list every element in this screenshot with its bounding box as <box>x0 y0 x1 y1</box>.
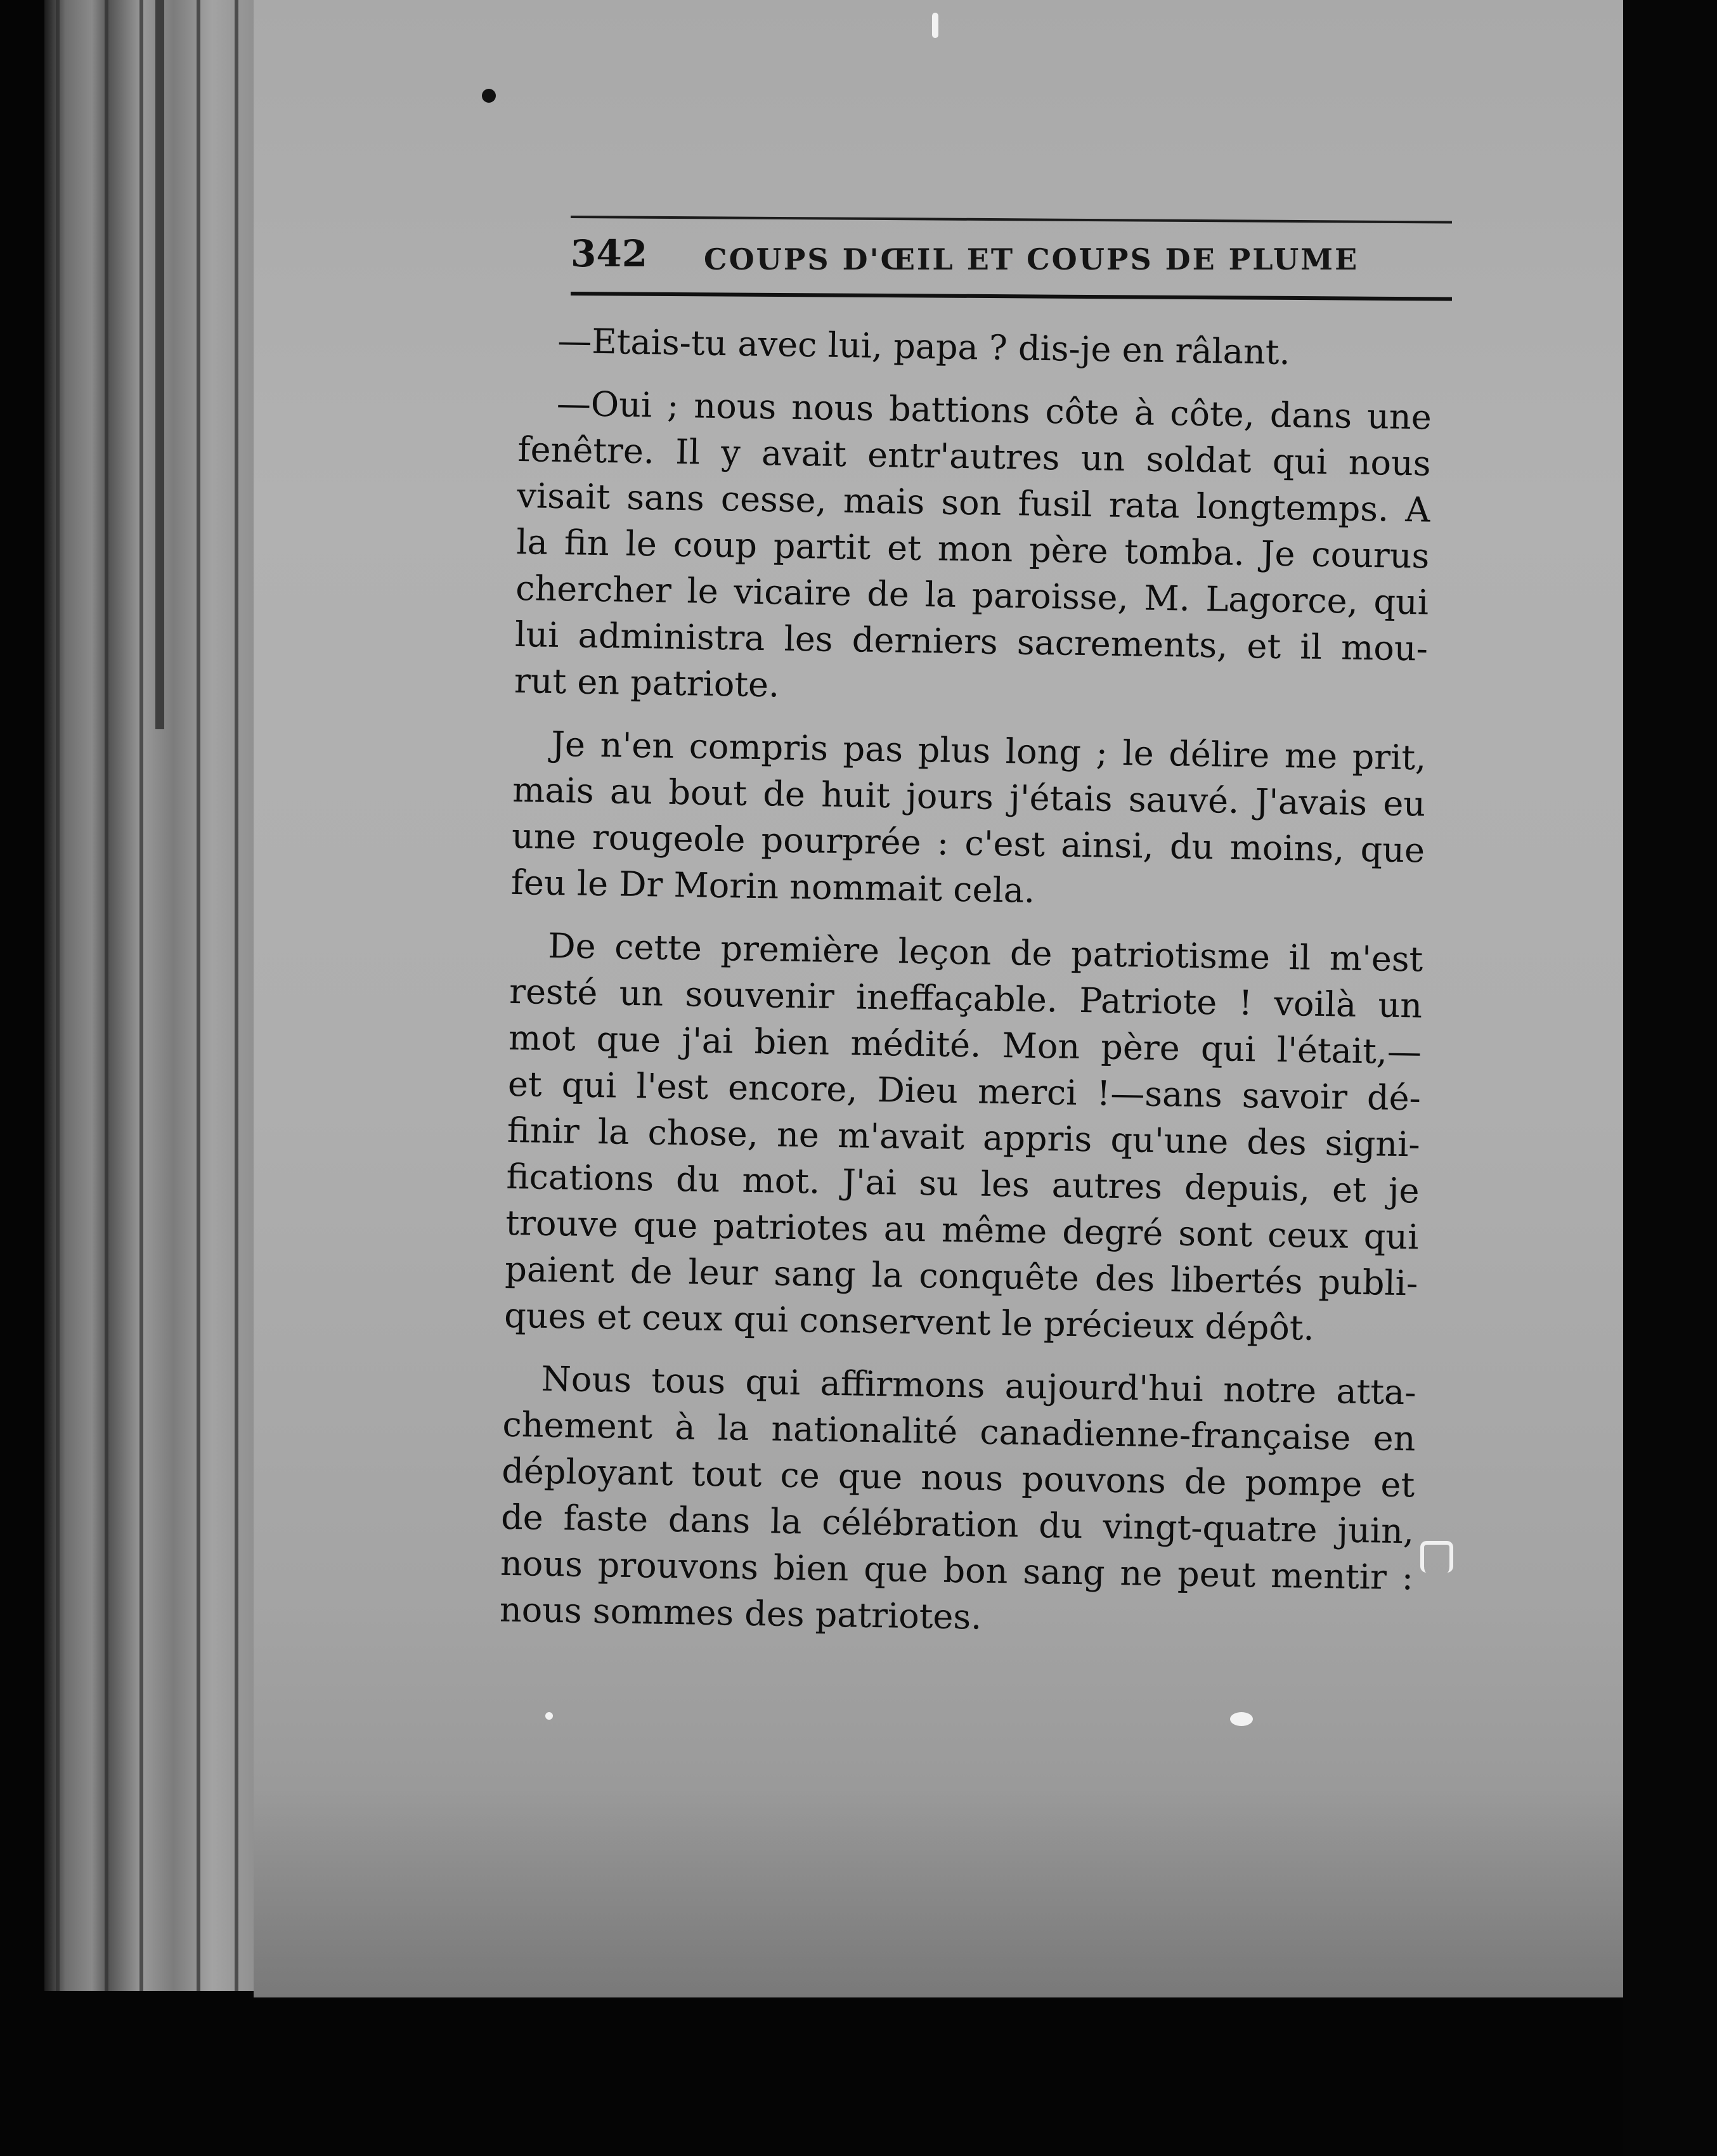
edge-line <box>235 0 238 1991</box>
text-line: visait sans cesse, mais son fusil rata longtemps. A <box>517 475 1430 530</box>
page-header <box>571 216 1452 298</box>
text-line: Nous tous qui affirmons aujourd'hui notre atta- <box>541 1358 1417 1413</box>
text-line: De cette première leçon de patriotisme il m'est <box>547 925 1423 980</box>
body-text <box>499 317 1433 1663</box>
text-line: de faste dans la célébration du vingt-quatre juin, <box>500 1497 1415 1552</box>
paragraph <box>514 380 1432 718</box>
text-line: paient de leur sang la conquête des libertés publi- <box>504 1249 1418 1304</box>
header-rule-top <box>571 216 1452 223</box>
scan-speck <box>1420 1541 1453 1573</box>
text-line: déployant tout ce que nous pouvons de pompe et <box>501 1450 1415 1505</box>
text-line: ques et ceux qui conservent le précieux dépôt. <box>503 1295 1315 1348</box>
scan-speck <box>545 1712 553 1720</box>
text-line: Je n'en compris pas plus long ; le délire me prit, <box>550 724 1427 778</box>
edge-line <box>105 0 108 1991</box>
edge-line <box>56 0 60 1991</box>
edge-line <box>197 0 200 1991</box>
edge-line <box>139 0 143 1991</box>
text-line: mais au bout de huit jours j'étais sauvé. J'avais eu <box>512 769 1426 824</box>
page-number: 342 <box>571 232 648 275</box>
text-line: nous prouvons bien que bon sang ne peut mentir : <box>500 1543 1414 1598</box>
scan-speck <box>1230 1712 1253 1726</box>
text-line: feu le Dr Morin nommait cela. <box>510 862 1035 911</box>
text-line: —Oui ; nous nous battions côte à côte, dans une <box>556 383 1432 438</box>
text-line: —Etais-tu avec lui, papa ? dis-je en râlant. <box>557 320 1291 373</box>
text-line: finir la chose, ne m'avait appris qu'une des signi- <box>507 1110 1421 1165</box>
paragraph <box>499 1355 1416 1647</box>
text-line: chercher le vicaire de la paroisse, M. Lagorce, qui <box>515 568 1429 623</box>
text-line: la fin le coup partit et mon père tomba. Je courus <box>515 521 1430 576</box>
paragraph <box>504 922 1423 1353</box>
text-line: mot que j'ai bien médité. Mon père qui l'était,— <box>508 1017 1422 1072</box>
text-line: rut en patriote. <box>514 660 780 705</box>
scan-speck <box>482 89 496 103</box>
text-line: trouve que patriotes au même degré sont ceux qui <box>505 1202 1419 1257</box>
book-page-edges <box>44 0 260 1991</box>
paragraph <box>510 720 1426 920</box>
text-line: lui administra les derniers sacrements, et il mou- <box>514 614 1429 669</box>
text-line: une rougeole pourprée : c'est ainsi, du moins, que <box>511 815 1425 871</box>
text-line: resté un souvenir ineffaçable. Patriote ! voilà un <box>509 971 1423 1026</box>
text-line: et qui l'est encore, Dieu merci !—sans savoir dé- <box>507 1063 1422 1119</box>
page-bottom-shadow <box>254 1788 1668 1997</box>
running-title: COUPS D'ŒIL ET COUPS DE PLUME <box>704 242 1359 276</box>
text-line: fenêtre. Il y avait entr'autres un soldat qui nous <box>517 429 1432 484</box>
edge-line <box>155 0 164 729</box>
scan-speck <box>932 13 938 38</box>
text-line: fications du mot. J'ai su les autres depuis, et je <box>506 1156 1420 1211</box>
text-line: chement à la nationalité canadienne-française en <box>502 1404 1416 1459</box>
text-line: nous sommes des patriotes. <box>499 1589 982 1637</box>
scan-right-border <box>1623 0 1717 2156</box>
